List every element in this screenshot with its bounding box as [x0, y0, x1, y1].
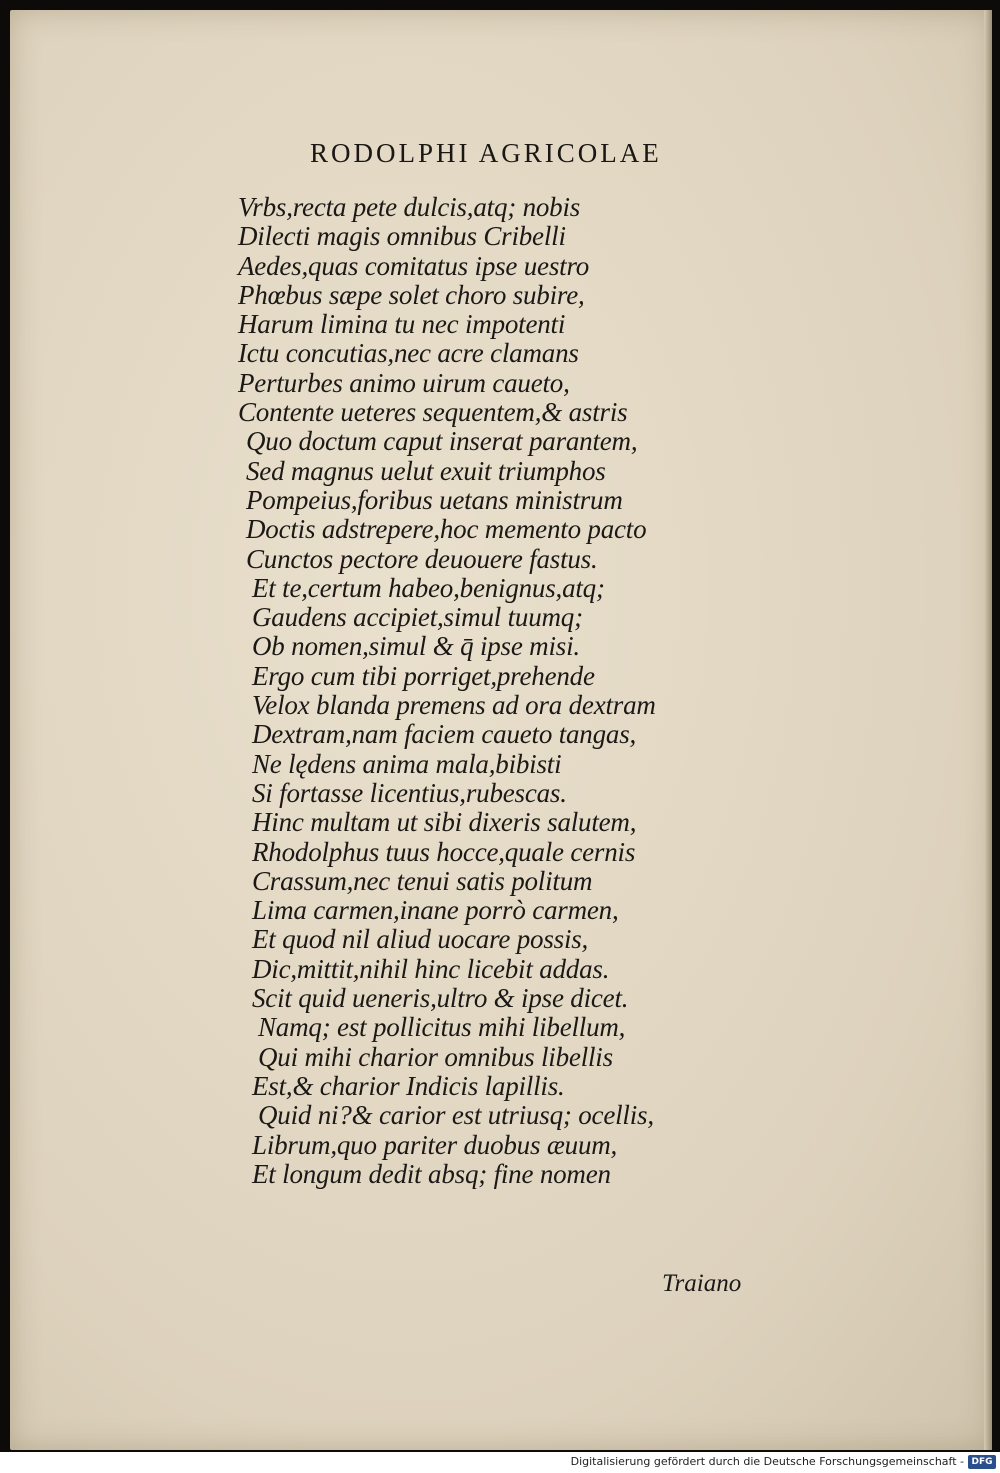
- verse-line: Ob nomen,simul & q̄ ipse misi.: [252, 631, 580, 662]
- footer-bar: [0, 1452, 1000, 1473]
- verse-line: Scit quid ueneris,ultro & ipse dicet.: [252, 983, 629, 1014]
- verse-line: Quo doctum caput inserat parantem,: [246, 426, 638, 457]
- verse-line: Vrbs,recta pete dulcis,atq; nobis: [238, 192, 581, 222]
- verse-line: Pompeius,foribus uetans ministrum: [246, 484, 623, 515]
- verse-line: Dic,mittit,nihil hinc licebit addas.: [252, 953, 610, 984]
- verse-line: Sed magnus uelut exuit triumphos: [246, 455, 606, 486]
- verse-line: Librum,quo pariter duobus æuum,: [252, 1129, 618, 1160]
- verse-line: Ictu concutias,nec acre clamans: [238, 338, 579, 369]
- verse-line: Et quod nil aliud uocare possis,: [252, 924, 589, 955]
- verse-line: Perturbes animo uirum caueto,: [238, 367, 570, 398]
- verse-line: Hinc multam ut sibi dixeris salutem,: [252, 807, 637, 838]
- verse-line: Ergo cum tibi porriget,prehende: [252, 660, 595, 691]
- verse-line: Namq; est pollicitus mihi libellum,: [258, 1012, 626, 1043]
- verse-line: Ne lędens anima mala,bibisti: [252, 748, 562, 779]
- verse-line: Velox blanda premens ad ora dextram: [252, 690, 656, 721]
- verse-line: Cunctos pectore deuouere fastus.: [246, 543, 598, 574]
- verse-line: Qui mihi charior omnibus libellis: [258, 1041, 613, 1072]
- dfg-logo-icon: DFG: [968, 1455, 996, 1469]
- running-head: RODOLPHI AGRICOLAE: [310, 138, 662, 168]
- verse-line: Lima carmen,inane porrò carmen,: [252, 895, 619, 926]
- verse-line: Aedes,quas comitatus ipse uestro: [238, 250, 590, 281]
- footer-credit: Digitalisierung gefördert durch die Deutsche Forschungsgemeinschaft -: [570, 1455, 964, 1468]
- verse-line: Quid ni?& carior est utriusq; ocellis,: [258, 1100, 654, 1131]
- verse-line: Contente ueteres sequentem,& astris: [238, 397, 628, 428]
- verse-line: Dextram,nam faciem caueto tangas,: [252, 719, 637, 750]
- verse-line: Rhodolphus tuus hocce,quale cernis: [252, 836, 636, 867]
- verse-line: Est,& charior Indicis lapillis.: [252, 1070, 565, 1101]
- verse-line: Doctis adstrepere,hoc memento pacto: [246, 514, 647, 545]
- verse-line: Et longum dedit absq; fine nomen: [252, 1158, 611, 1189]
- verse-line: Harum limina tu nec impotenti: [238, 309, 566, 340]
- verse-line: Phœbus sæpe solet choro subire,: [238, 279, 585, 310]
- verse-line: Si fortasse licentius,rubescas.: [252, 777, 567, 808]
- page-edge: [984, 10, 992, 1450]
- verse-line: Dilecti magis omnibus Cribelli: [238, 221, 566, 252]
- verse-line: Gaudens accipiet,simul tuumq;: [252, 602, 583, 633]
- catchword: Traiano: [662, 1270, 742, 1297]
- verse-line: Crassum,nec tenui satis politum: [252, 865, 593, 896]
- verse-line: Et te,certum habeo,benignus,atq;: [252, 572, 605, 603]
- verse-text: [238, 193, 758, 1189]
- book-page: [10, 10, 992, 1450]
